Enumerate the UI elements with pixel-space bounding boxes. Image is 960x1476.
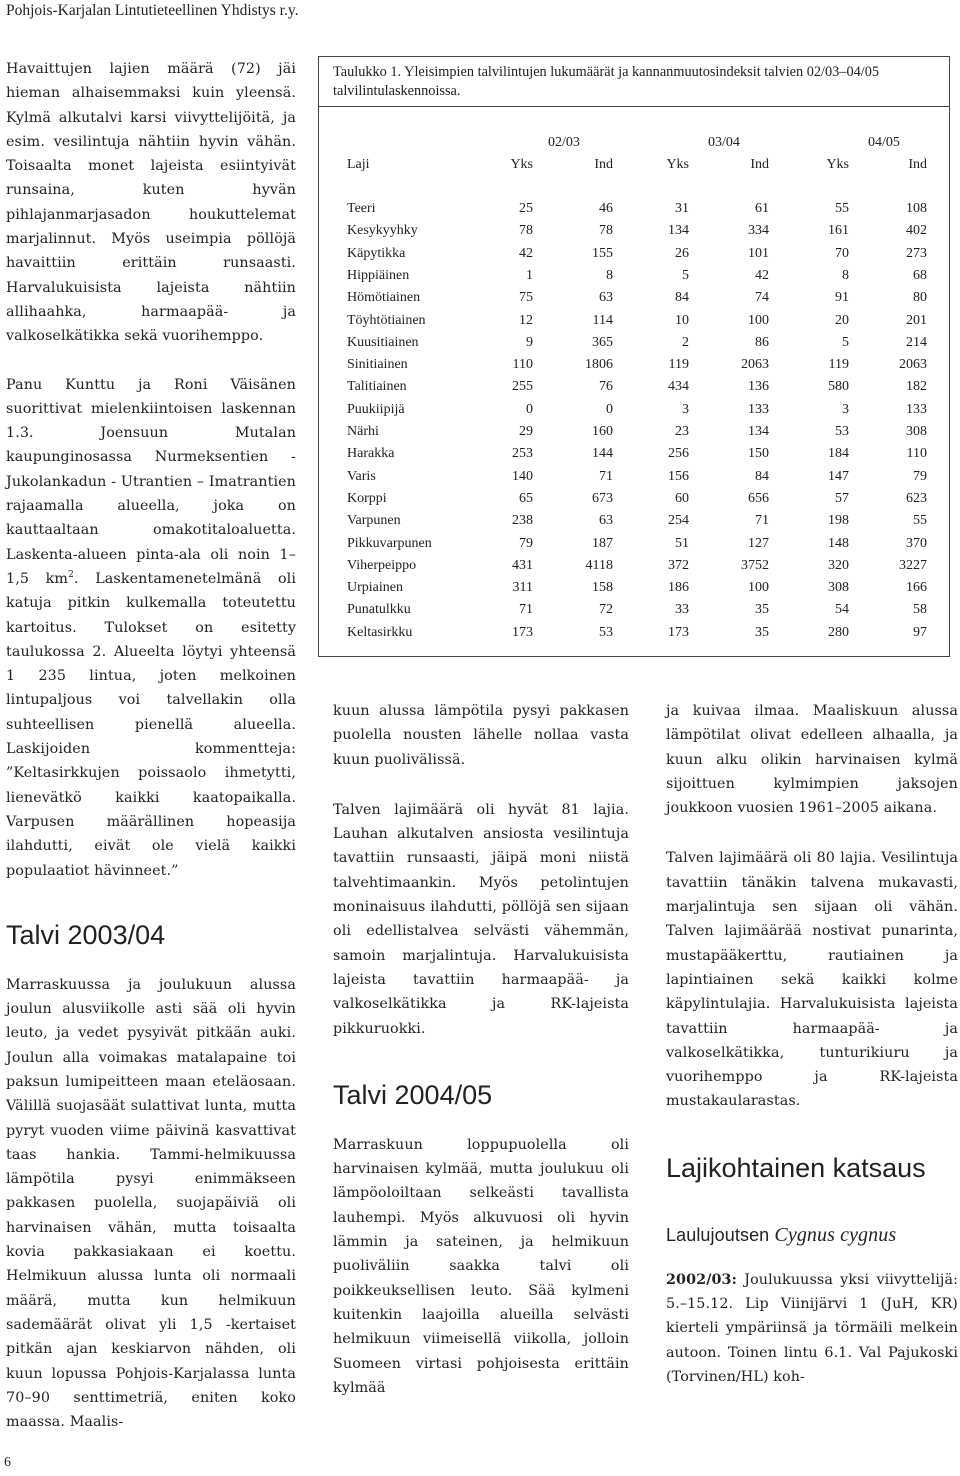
value-cell: 3 [842,401,849,417]
column-header: Laji [347,157,370,172]
species-common-name: Laulujoutsen [666,1224,770,1245]
value-cell: 2063 [899,357,927,373]
value-cell: 100 [748,312,769,328]
value-cell: 29 [519,424,533,439]
paragraph [6,373,296,883]
data-table [318,56,950,657]
table-row [319,491,949,513]
column-header-row [319,157,949,179]
species-cell: Urpiainen [347,580,403,596]
section-heading: Talvi 2004/05 [333,1079,493,1110]
value-cell: 10 [675,312,689,328]
value-cell: 254 [668,513,689,529]
value-cell: 3227 [899,557,927,573]
value-cell: 80 [913,290,927,306]
period-header: 02/03 [548,135,580,150]
value-cell: 160 [592,424,613,439]
value-cell: 23 [675,424,689,439]
value-cell: 150 [748,446,769,462]
value-cell: 76 [599,379,613,395]
value-cell: 156 [668,468,689,484]
species-cell: Talitiainen [347,379,407,395]
value-cell: 119 [668,357,689,373]
value-cell: 182 [906,379,927,395]
value-cell: 273 [906,245,927,261]
value-cell: 144 [592,446,613,462]
value-cell: 119 [828,357,849,373]
left-column [6,57,296,1434]
value-cell: 1 [526,267,533,283]
period-header-row [319,135,949,157]
species-cell: Närhi [347,424,379,439]
value-cell: 431 [512,557,533,573]
species-cell: Keltasirkku [347,624,413,640]
table-row [319,379,949,401]
value-cell: 256 [668,446,689,462]
table-caption [319,57,949,107]
paragraph: Talven lajimäärä oli 80 lajia. Vesilintuja tavattiin tänäkin talvena mukavasti, marjalintuja sen sijaan oli vähän. Talven lajimäärää nostivat punarinta, mustapääkerttu, rautiainen ja lapintiainen sekä kaikki kolme käpylintulajia. Harvalukuisista lajeista tavattiin harmaapää- ja valkoselkätikka, tunturikiuru ja vuorihemppo ja RK-lajeista mustakaularastas. [666,850,958,1110]
value-cell: 78 [599,223,613,239]
value-cell: 74 [755,290,769,306]
value-cell: 8 [842,267,849,283]
value-cell: 63 [599,290,613,306]
species-cell: Punatulkku [347,602,411,618]
paragraph: Marraskuussa ja joulukuun alussa joulun alusviikolle asti sää oli hyvin leuto, ja vedet pysyivät pitkään auki. Joulun alla voimakas matalapaine toi paksun lumipeitteen maan eteläosaan. Välillä suojasäät sulattivat lunta, mutta pyryt vuoden viime päivinä kasvattivat taas hankia. Tammi-helmikuussa lämpötila pysyi enimmäkseen pakkasen puolella, suojapäiviä oli harvinaisen vähän, mutta toisaalta kovia pakkasiakaan ei koettu. Helmikuun alussa lunta oli normaali määrä, mutta kun helmikuun sademäärät olivat yli 1,5 -kertaiset pitkän ajan keskiarvon nähden, oli kuun lopussa Pohjois-Karjalassa lunta 70–90 senttimetriä, eniten koko maassa. Maalis- [6,976,296,1431]
species-cell: Hömötiainen [347,290,421,306]
value-cell: 402 [906,223,927,239]
paragraph: Marraskuun loppupuolella oli harvinaisen kylmää, mutta joulukuu oli lämpöoloiltaan selkeästi tavallista lauhempi. Myös alkuvuosi oli hyvin lämmin ja sateinen, ja helmikuun puoliväliin saakka talvi oli poikkeuksellisen leuto. Sää kylmeni kuitenkin laajoilla alueilla selvästi helmikuun viimeisellä viikolla, jolloin Suomeen virtasi pohjoisesta erittäin kylmää [333,1136,629,1396]
value-cell: 136 [748,379,769,395]
value-cell: 78 [519,223,533,239]
value-cell: 71 [755,513,769,529]
value-cell: 97 [913,624,927,640]
value-cell: 55 [913,513,927,529]
value-cell: 42 [755,267,769,283]
value-cell: 434 [668,379,689,395]
value-cell: 580 [828,379,849,395]
table-row [319,357,949,379]
species-cell: Käpytikka [347,245,406,261]
species-cell: Pikkuvarpunen [347,535,432,551]
value-cell: 54 [835,602,849,618]
right-column [666,699,958,1389]
species-cell: Kuusitiainen [347,334,419,350]
value-cell: 57 [835,490,849,506]
table-row [319,536,949,558]
value-cell: 186 [668,580,689,596]
value-cell: 114 [592,312,613,328]
paragraph: ja kuivaa ilmaa. Maaliskuun alussa lämpötilat olivat edelleen alhaalla, ja kuun alku olikin harvinaisen kylmä sijoittuen kylmimpien jaksojen joukkoon vuosien 1961–2005 aikana. [666,703,958,817]
column-header: Ind [750,157,769,172]
value-cell: 127 [748,535,769,551]
value-cell: 4118 [585,557,613,573]
table-row [319,580,949,602]
column-header: Yks [826,157,849,172]
table-row [319,625,949,647]
middle-column [333,699,629,1400]
value-cell: 35 [755,624,769,640]
value-cell: 280 [828,624,849,640]
value-cell: 110 [906,446,927,462]
value-cell: 25 [519,201,533,216]
value-cell: 5 [682,267,689,283]
value-cell: 35 [755,602,769,618]
superscript: 2 [68,570,74,581]
table-row [319,558,949,580]
value-cell: 2 [682,334,689,350]
value-cell: 60 [675,490,689,506]
value-cell: 91 [835,290,849,306]
value-cell: 84 [675,290,689,306]
value-cell: 26 [675,245,689,261]
value-cell: 68 [913,267,927,283]
value-cell: 42 [519,245,533,261]
value-cell: 158 [592,580,613,596]
value-cell: 365 [592,334,613,350]
value-cell: 108 [906,201,927,216]
paragraph: kuun alussa lämpötila pysyi pakkasen puolella nousten lähelle nollaa vasta kuun puolivälissä. [333,703,629,768]
value-cell: 79 [519,535,533,551]
column-header: Yks [666,157,689,172]
paragraph [666,1268,958,1389]
value-cell: 46 [599,201,613,216]
value-cell: 308 [828,580,849,596]
species-cell: Harakka [347,446,395,462]
table-row [319,402,949,424]
table-row [319,223,949,245]
value-cell: 65 [519,490,533,506]
species-scientific-name: Cygnus cygnus [774,1223,897,1246]
value-cell: 187 [592,535,613,551]
value-cell: 253 [512,446,533,462]
value-cell: 148 [828,535,849,551]
period-header: 03/04 [708,135,740,150]
value-cell: 0 [606,401,613,417]
column-header: Ind [908,157,927,172]
caption-text: Yleisimpien talvilintujen lukumäärät ja kannanmuutosindeksit talvien 02/03–04/05 talvilintulaskennoissa. [333,64,880,99]
value-cell: 53 [835,424,849,439]
value-cell: 201 [906,312,927,328]
paragraph: Talven lajimäärä oli hyvät 81 lajia. Lauhan alkutalven ansiosta vesilintuja tavattiin runsaasti, jäipä moni niistä talvehtimaankin. Myös petolintujen moninaisuus ilahdutti, pöllöjä sen sijaan oli edellistalvea selvästi vähemmän, samoin marjalintuja. Harvalukuisista lajeista tavattiin harmaapää- ja valkoselkätikka ja RK-lajeista pikkuruokki. [333,801,629,1037]
table-row [319,313,949,335]
value-cell: 173 [668,624,689,640]
table-row [319,246,949,268]
species-cell: Varis [347,468,376,484]
value-cell: 198 [828,513,849,529]
value-cell: 9 [526,334,533,350]
value-cell: 134 [668,223,689,239]
paragraph: Havaittujen lajien määrä (72) jäi hieman alhaisemmaksi kuin yleensä. Kylmä alkutalvi karsi viivyttelijöitä, ja esim. vesilintuja nähtiin hyvin vähän. Toisaalta monet lajeista esiintyivät runsaina, kuten hyvän pihlajanmarjasadon houkuttelemat marjalinnut. Myös useimpia pöllöjä havaittiin erittäin runsaasti. Harvalukuisista lajeista nähtiin allihaahka, harmaapää- ja valkoselkätikka sekä vuorihemppo. [6,61,296,345]
paragraph-text: . Laskentamenetelmänä oli katuja pitkin kulkemalla toteutettu kartoitus. Tulokset on esitetty taulukossa 2. Alueelta löytyi yhteensä 1 235 lintua, joten melkoinen lintupaljous voi talvellakin olla suhteellisen pienellä alueella. Laskijoiden kommentteja: ”Keltasirkkujen poissaolo ihmetytti, lienevätkö kaikki kaatopaikalla. Varpusen määrällinen hopeasija ilahdutti, eivät ole vielä kaikki populaatiot hävinneet.” [6,570,296,879]
value-cell: 255 [512,379,533,395]
table-row [319,201,949,223]
value-cell: 55 [835,201,849,216]
value-cell: 20 [835,312,849,328]
caption-label: Taulukko 1. [333,64,402,80]
value-cell: 70 [835,245,849,261]
value-cell: 86 [755,334,769,350]
value-cell: 673 [592,490,613,506]
value-cell: 238 [512,513,533,529]
entry-label: 2002/03: [666,1271,737,1288]
value-cell: 320 [828,557,849,573]
running-header: Pohjois-Karjalan Lintutieteellinen Yhdistys r.y. [6,2,299,19]
value-cell: 63 [599,513,613,529]
table-row [319,424,949,446]
value-cell: 53 [599,624,613,640]
value-cell: 8 [606,267,613,283]
entry-text: Joulukuussa yksi viivyttelijä: 5.–15.12. Lip Viinijärvi 1 (JuH, KR) kierteli ympäriinsä ja törmäili melkein autoon. Toinen lintu 6.1. Val Pajukoski (Torvinen/HL) koh- [666,1271,958,1385]
value-cell: 0 [526,401,533,417]
paragraph-text: Panu Kunttu ja Roni Väisänen suorittivat mielenkiintoisen laskennan 1.3. Joensuun Mutalan kaupunginosassa Nurmeksentien - Jukolankadun - Utrantien – Imatrantien rajaamalla alueella, joka on kauttaaltaan omakotitaloaluetta. Laskenta-alueen pinta-ala oli noin 1–1,5 km [6,376,296,587]
value-cell: 33 [675,602,689,618]
value-cell: 71 [519,602,533,618]
value-cell: 71 [599,468,613,484]
species-cell: Töyhtötiainen [347,312,426,328]
value-cell: 1806 [585,357,613,373]
value-cell: 58 [913,602,927,618]
value-cell: 5 [842,334,849,350]
value-cell: 372 [668,557,689,573]
value-cell: 214 [906,334,927,350]
value-cell: 133 [906,401,927,417]
value-cell: 110 [512,357,533,373]
value-cell: 370 [906,535,927,551]
value-cell: 184 [828,446,849,462]
value-cell: 84 [755,468,769,484]
species-cell: Puukiipijä [347,401,405,417]
value-cell: 31 [675,201,689,216]
value-cell: 12 [519,312,533,328]
value-cell: 308 [906,424,927,439]
table-row [319,446,949,468]
value-cell: 61 [755,201,769,216]
value-cell: 623 [906,490,927,506]
table-row [319,335,949,357]
value-cell: 79 [913,468,927,484]
value-cell: 100 [748,580,769,596]
species-heading [666,1222,958,1248]
column-header: Yks [510,157,533,172]
section-heading: Lajikohtainen katsaus [666,1152,926,1183]
value-cell: 161 [828,223,849,239]
species-cell: Sinitiainen [347,357,408,373]
value-cell: 311 [512,580,533,596]
column-header: Ind [594,157,613,172]
species-cell: Teeri [347,201,376,216]
value-cell: 72 [599,602,613,618]
value-cell: 51 [675,535,689,551]
table-row [319,290,949,312]
table-row [319,513,949,535]
value-cell: 134 [748,424,769,439]
value-cell: 101 [748,245,769,261]
species-cell: Viherpeippo [347,557,417,573]
value-cell: 155 [592,245,613,261]
period-header: 04/05 [868,135,900,150]
section-heading: Talvi 2003/04 [6,919,166,950]
value-cell: 166 [906,580,927,596]
page-number: 6 [4,1455,11,1470]
value-cell: 2063 [741,357,769,373]
value-cell: 656 [748,490,769,506]
species-cell: Kesykyyhky [347,223,418,239]
table-row [319,469,949,491]
species-cell: Hippiäinen [347,267,410,283]
species-cell: Korppi [347,490,387,506]
table-row [319,268,949,290]
value-cell: 133 [748,401,769,417]
value-cell: 75 [519,290,533,306]
species-cell: Varpunen [347,513,401,529]
value-cell: 3 [682,401,689,417]
table-row [319,602,949,624]
value-cell: 140 [512,468,533,484]
value-cell: 173 [512,624,533,640]
value-cell: 147 [828,468,849,484]
value-cell: 334 [748,223,769,239]
value-cell: 3752 [741,557,769,573]
